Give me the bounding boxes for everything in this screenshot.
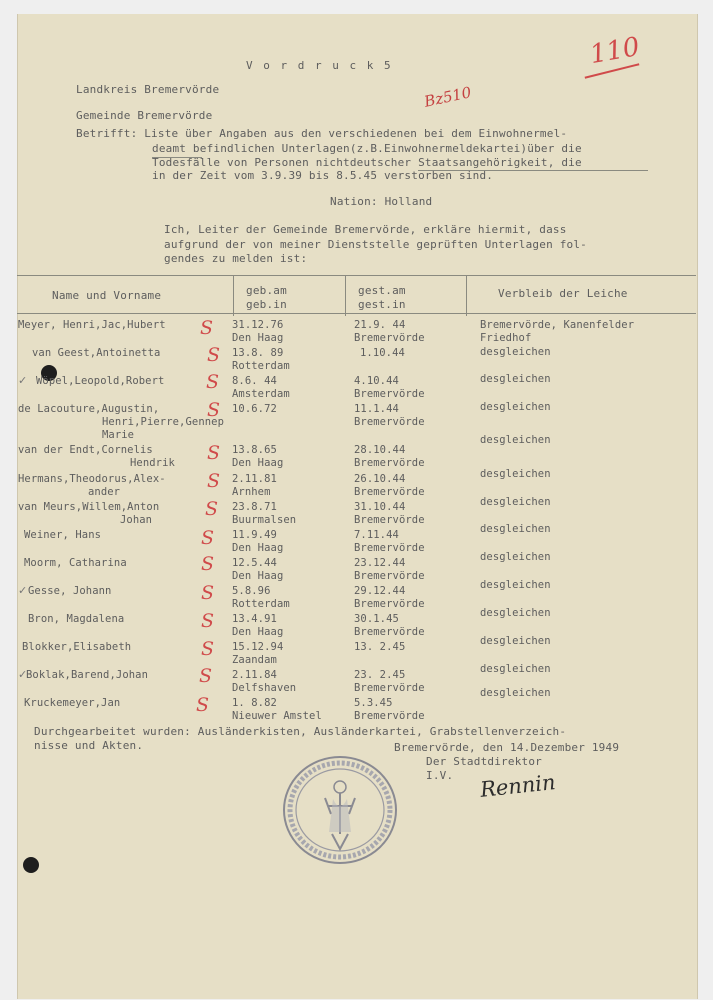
row-born-date: 2.11.84 — [232, 669, 277, 681]
pencil-tick-mark: ✓ — [18, 668, 28, 681]
row-born-date: 5.8.96 — [232, 585, 271, 597]
row-born-date: 12.5.44 — [232, 557, 277, 569]
red-check-mark: S — [207, 470, 221, 492]
row-name: van Meurs,Willem,Anton — [18, 501, 160, 513]
district-line: Landkreis Bremervörde — [76, 83, 220, 96]
row-born-date: 13.8. 89 — [232, 347, 284, 359]
row-died-place: Bremervörde — [354, 416, 425, 428]
declaration-line: gendes zu melden ist: — [164, 252, 308, 265]
row-died-date: 29.12.44 — [354, 585, 406, 597]
header-died-date: gest.am — [358, 284, 406, 297]
row-died-place: Bremervörde — [354, 598, 425, 610]
declaration-line: aufgrund der von meiner Dienststelle geprüften Unterlagen fol- — [164, 238, 587, 251]
red-check-mark: S — [201, 638, 215, 660]
row-name: van Geest,Antoinetta — [32, 347, 161, 359]
row-born-date: 1. 8.82 — [232, 697, 277, 709]
red-check-mark: S — [200, 317, 214, 339]
row-died-place: Bremervörde — [354, 486, 425, 498]
row-remains: desgleichen — [480, 373, 551, 385]
row-name: Gesse, Johann — [28, 585, 112, 597]
page-number: 110 — [587, 31, 642, 71]
row-born-place: Zaandam — [232, 654, 277, 666]
row-born-date: 13.4.91 — [232, 613, 277, 625]
row-died-date: 1.10.44 — [360, 347, 405, 359]
row-born-place: Nieuwer Amstel — [232, 710, 322, 722]
row-born-place: Amsterdam — [232, 388, 290, 400]
row-born-place: Den Haag — [232, 457, 284, 469]
row-remains: desgleichen — [480, 607, 551, 619]
header-remains: Verbleib der Leiche — [498, 287, 628, 300]
subject-line: deamt befindlichen Unterlagen(z.B.Einwohnermeldekartei)über die — [152, 142, 582, 155]
row-died-date: 28.10.44 — [354, 444, 406, 456]
row-born-date: 2.11.81 — [232, 473, 277, 485]
row-died-place: Bremervörde — [354, 457, 425, 469]
row-remains: desgleichen — [480, 346, 551, 358]
row-remains: desgleichen — [480, 401, 551, 413]
row-born-place: Rotterdam — [232, 598, 290, 610]
row-name: Meyer, Henri,Jac,Hubert — [18, 319, 166, 331]
row-born-place: Den Haag — [232, 570, 284, 582]
red-check-mark: S — [201, 610, 215, 632]
row-born-place: Buurmalsen — [232, 514, 297, 526]
row-name: Hendrik — [130, 457, 175, 469]
red-check-mark: S — [201, 527, 215, 549]
row-died-place: Bremervörde — [354, 388, 425, 400]
row-died-place: Bremervörde — [354, 332, 425, 344]
signature: Rennin — [478, 770, 557, 802]
subject-line: Todesfälle von Personen nichtdeutscher Staatsangehörigkeit, die — [152, 156, 582, 169]
pencil-tick-mark: ✓ — [18, 374, 28, 387]
row-born-place: Den Haag — [232, 542, 284, 554]
row-name: Moorm, Catharina — [24, 557, 127, 569]
pencil-tick-mark: ✓ — [18, 584, 28, 597]
red-check-mark: S — [206, 371, 220, 393]
subject-underline — [152, 157, 202, 158]
row-died-date: 5.3.45 — [354, 697, 393, 709]
row-name: Marie — [102, 429, 135, 441]
place-date: Bremervörde, den 14.Dezember 1949 — [394, 741, 620, 754]
red-check-mark: S — [207, 344, 221, 366]
row-born-place: Den Haag — [232, 332, 284, 344]
table-column-divider — [466, 275, 467, 316]
row-name: Bron, Magdalena — [28, 613, 125, 625]
row-born-date: 15.12.94 — [232, 641, 284, 653]
row-died-place: Bremervörde — [354, 542, 425, 554]
header-born-place: geb.in — [246, 298, 287, 311]
red-check-mark: S — [201, 582, 215, 604]
row-died-date: 21.9. 44 — [354, 319, 406, 331]
row-born-date: 8.6. 44 — [232, 375, 277, 387]
row-born-place: Arnhem — [232, 486, 271, 498]
row-name: Blokker,Elisabeth — [22, 641, 132, 653]
row-born-place: Delfshaven — [232, 682, 297, 694]
header-born-date: geb.am — [246, 284, 287, 297]
row-remains: Bremervörde, Kanenfelder — [480, 319, 635, 331]
red-check-mark: S — [207, 399, 221, 421]
row-born-date: 31.12.76 — [232, 319, 284, 331]
row-remains: desgleichen — [480, 468, 551, 480]
row-died-date: 7.11.44 — [354, 529, 399, 541]
row-died-place: Bremervörde — [354, 570, 425, 582]
table-rule-top — [17, 275, 696, 276]
row-name: Kruckemeyer,Jan — [24, 697, 121, 709]
subject-line: in der Zeit vom 3.9.39 bis 8.5.45 verstorben sind. — [152, 169, 494, 182]
red-check-mark: S — [205, 498, 219, 520]
red-check-mark: S — [199, 665, 213, 687]
row-born-date: 10.6.72 — [232, 403, 277, 415]
red-check-mark: S — [196, 694, 210, 716]
row-name: Weiner, Hans — [24, 529, 102, 541]
table-column-divider — [345, 275, 346, 316]
row-remains: desgleichen — [480, 523, 551, 535]
row-name: ander — [88, 486, 121, 498]
subject-underline — [418, 170, 648, 171]
row-born-date: 11.9.49 — [232, 529, 277, 541]
row-name: Wöpel,Leopold,Robert — [36, 375, 165, 387]
row-name: van der Endt,Cornelis — [18, 444, 153, 456]
municipality-line: Gemeinde Bremervörde — [76, 109, 213, 122]
row-remains: desgleichen — [480, 579, 551, 591]
row-died-place: Bremervörde — [354, 626, 425, 638]
row-died-date: 23.12.44 — [354, 557, 406, 569]
row-died-date: 30.1.45 — [354, 613, 399, 625]
row-remains: desgleichen — [480, 551, 551, 563]
row-name: Henri,Pierre,Gennep — [102, 416, 225, 428]
red-check-mark: S — [207, 442, 221, 464]
row-name: Boklak,Barend,Johan — [26, 669, 149, 681]
official-seal-stamp — [281, 754, 399, 866]
row-born-place: Rotterdam — [232, 360, 290, 372]
row-born-place: Den Haag — [232, 626, 284, 638]
red-check-mark: S — [201, 553, 215, 575]
row-died-date: 4.10.44 — [354, 375, 399, 387]
row-remains: desgleichen — [480, 496, 551, 508]
table-column-divider — [233, 275, 234, 316]
form-title: V o r d r u c k 5 — [246, 59, 393, 72]
row-died-place: Bremervörde — [354, 682, 425, 694]
row-name: Johan — [120, 514, 153, 526]
row-born-date: 23.8.71 — [232, 501, 277, 513]
row-born-date: 13.8.65 — [232, 444, 277, 456]
row-remains: desgleichen — [480, 687, 551, 699]
punch-hole — [23, 857, 39, 873]
row-died-place: Bremervörde — [354, 514, 425, 526]
row-died-place: Bremervörde — [354, 710, 425, 722]
declaration-line: Ich, Leiter der Gemeinde Bremervörde, erkläre hiermit, dass — [164, 223, 567, 236]
row-remains: desgleichen — [480, 434, 551, 446]
row-remains: Friedhof — [480, 332, 532, 344]
row-died-date: 31.10.44 — [354, 501, 406, 513]
row-remains: desgleichen — [480, 663, 551, 675]
row-remains: desgleichen — [480, 635, 551, 647]
row-name: de Lacouture,Augustin, — [18, 403, 160, 415]
sources-line: Durchgearbeitet wurden: Ausländerkisten, Ausländerkartei, Grabstellenverzeich- — [34, 725, 567, 738]
signer-title: Der Stadtdirektor — [426, 755, 542, 768]
signer-iv: I.V. — [426, 769, 454, 782]
row-name: Hermans,Theodorus,Alex- — [18, 473, 166, 485]
row-died-date: 11.1.44 — [354, 403, 399, 415]
sources-line: nisse und Akten. — [34, 739, 144, 752]
header-died-place: gest.in — [358, 298, 406, 311]
header-name: Name und Vorname — [52, 289, 162, 302]
row-died-date: 26.10.44 — [354, 473, 406, 485]
row-died-date: 23. 2.45 — [354, 669, 406, 681]
table-rule-header — [17, 313, 696, 314]
pencil-note: Bz510 — [422, 83, 473, 111]
subject-line: Betrifft: Liste über Angaben aus den verschiedenen bei dem Einwohnermel- — [76, 127, 568, 140]
row-died-date: 13. 2.45 — [354, 641, 406, 653]
nation-line: Nation: Holland — [330, 195, 433, 208]
